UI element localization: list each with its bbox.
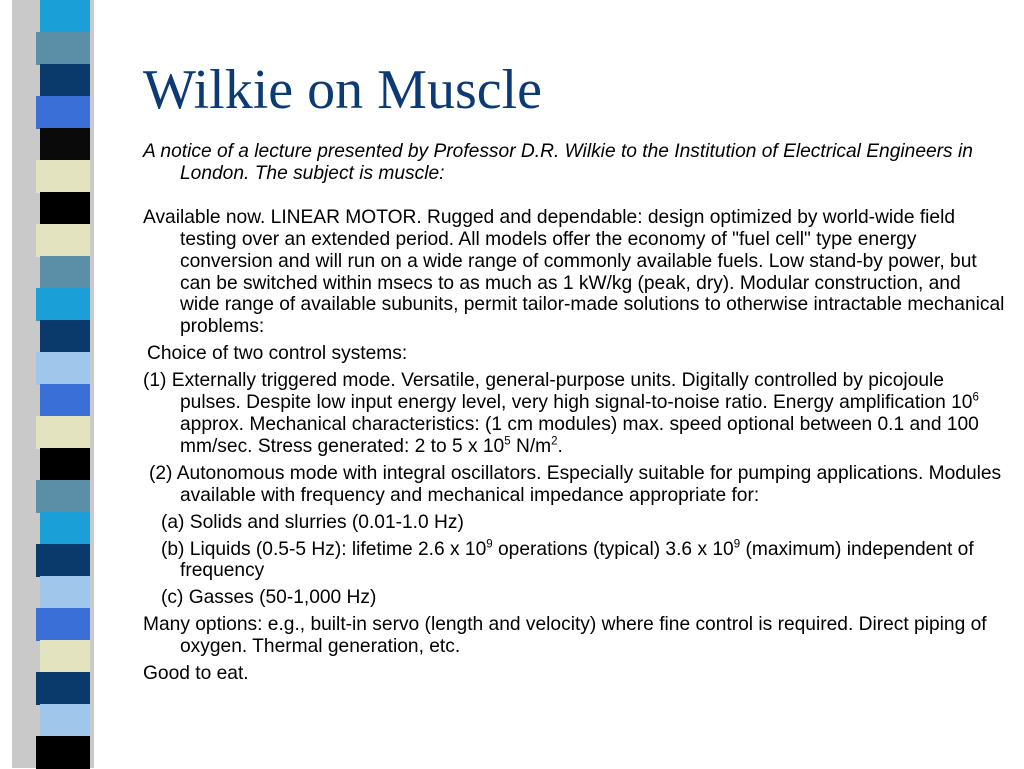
item-c: (c) Gasses (50-1,000 Hz) [161,587,377,609]
mode2-paragraph: (2) Autonomous mode with integral oscillators. Especially suitable for pumping applications. Modules available with frequency and mechanical impedance appropriate for: [149,462,1002,506]
stripe-segment [40,576,90,609]
choice-paragraph: Choice of two control systems: [147,343,408,365]
decorative-color-stripe [0,0,90,768]
stripe-segment [36,224,90,257]
stripe-segment [40,704,90,737]
stripe-segment [40,256,90,289]
stripe-segment [40,128,90,161]
good-to-eat-line: Good to eat. [143,663,249,685]
mode1-text-b: approx. Mechanical characteristics: (1 cm modules) max. speed optional between 0.1 and 100 mm/sec. Stress generated: 2 to 5 x 10 [180,413,979,457]
mode1-exponent-1: 6 [972,391,979,404]
stripe-segment [40,512,90,545]
stripe-segment [40,448,90,481]
item-a: (a) Solids and slurries (0.01-1.0 Hz) [161,511,464,533]
mode1-exponent-3: 2 [551,435,558,448]
stripe-segment [36,288,90,321]
intro-paragraph: A notice of a lecture presented by Professor D.R. Wilkie to the Institution of Electrical Engineers in London. The subject is muscle: [143,141,973,184]
stripe-segment [36,32,90,65]
stripe-segment [40,384,90,417]
stripe-segment [36,544,90,577]
item-b-exponent-1: 9 [486,538,493,551]
item-b-text-2: operations (typical) 3.6 x 10 [492,538,734,560]
stripe-segment [36,160,90,193]
slide-body [143,141,1005,685]
item-b-exponent-2: 9 [733,538,741,551]
stripe-segment [36,608,90,641]
stripe-segment [36,416,90,449]
stripe-segment [40,0,90,33]
item-b-text-3: (maximum) independent of frequency [180,538,974,582]
stripe-segment [40,192,90,225]
stripe-segment [40,320,90,353]
slide-title: Wilkie on Muscle [143,59,542,121]
available-paragraph: Available now. LINEAR MOTOR. Rugged and dependable: design optimized by world-wide field testing over an extended period. All models offer the economy of "fuel cell" type energy conversion and will run on a wide range of commonly available fuels. Low stand-by power, but can be switched within msecs to as much as 1 kW/kg (peak, dry). Modular construction, and wide range of available subunits, permit tailor-made solutions to otherwise intractable mechanical problems: [143,206,1005,338]
stripe-segment [36,352,90,385]
stripe-segment [36,480,90,513]
stripe-segment [36,672,90,705]
options-paragraph: Many options: e.g., built-in servo (length and velocity) where fine control is required. Direct piping of oxygen. Thermal generation, etc. [143,614,987,658]
item-b [143,539,1005,583]
mode1-paragraph [143,370,1005,458]
mode1-exponent-2: 5 [504,435,511,448]
stripe-segment [40,64,90,97]
stripe-segment [40,640,90,673]
mode1-text-d: . [557,435,563,457]
mode1-text-c: N/m [510,435,552,457]
stripe-segment [36,736,90,769]
item-b-text-1: (b) Liquids (0.5-5 Hz): lifetime 2.6 x 10 [161,538,487,560]
mode1-text-a: (1) Externally triggered mode. Versatile, general-purpose units. Digitally controlled by picojoule pulses. Despite low input energy level, very high signal-to-noise ratio. Energy amplification 10 [143,370,973,414]
stripe-segment [36,96,90,129]
